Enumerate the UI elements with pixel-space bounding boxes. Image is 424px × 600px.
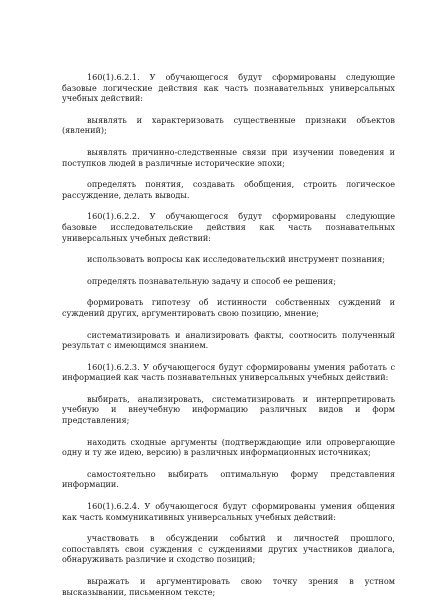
- paragraph-item: самостоятельно выбирать оптимальную форму представления информации.: [62, 468, 395, 490]
- paragraph-item: определять познавательную задачу и способ ее решения;: [87, 275, 337, 286]
- paragraph-item: формировать гипотезу об истинности собственных суждений и суждений других, аргументировать свою позицию, мнение;: [62, 297, 395, 318]
- paragraph-6-2-4-heading: 160(1).6.2.4. У обучающегося будут сформированы умения общения как часть коммуникативных универсальных учебных действий:: [62, 501, 395, 522]
- paragraph-6-2-2-heading: 160(1).6.2.2. У обучающегося будут сформированы следующие базовые исследовательские действия как часть познавательных универсальных учебных действий:: [62, 211, 395, 243]
- paragraph-item: участвовать в обсуждении событий и личностей прошлого, сопоставлять свои суждения с суждениями других участников диалога, обнаруживать различие и сходство позиций;: [62, 533, 395, 565]
- paragraph-item: использовать вопросы как исследовательский инструмент познания;: [87, 254, 386, 265]
- paragraph-6-2-3-heading: 160(1).6.2.3. У обучающегося будут сформированы умения работать с информацией как часть познавательных универсальных учебных действий:: [62, 361, 395, 383]
- paragraph-item: находить сходные аргументы (подтверждающие или опровергающие одну и ту же идею, версию) в различных информационных источниках;: [62, 436, 395, 458]
- paragraph-6-2-1-heading: 160(1).6.2.1. У обучающегося будут сформированы следующие базовые логические действия как часть познавательных универсальных учебных действий:: [62, 72, 395, 104]
- paragraph-item: выбирать, анализировать, систематизировать и интерпретировать учебную и внеучебную информацию различных видов и форм представления;: [62, 393, 395, 426]
- paragraph-item: определять понятия, создавать обобщения, строить логическое рассуждение, делать выводы.: [62, 179, 395, 200]
- paragraph-item: выражать и аргументировать свою точку зрения в устном высказывании, письменном тексте;: [62, 576, 395, 597]
- paragraph-item: выявлять и характеризовать существенные признаки объектов (явлений);: [62, 114, 395, 136]
- paragraph-item: систематизировать и анализировать факты, соотносить полученный результат с имеющимся знанием.: [62, 329, 395, 351]
- paragraph-item: выявлять причинно-следственные связи при изучении поведения и поступков людей в различные исторические эпохи;: [62, 146, 395, 168]
